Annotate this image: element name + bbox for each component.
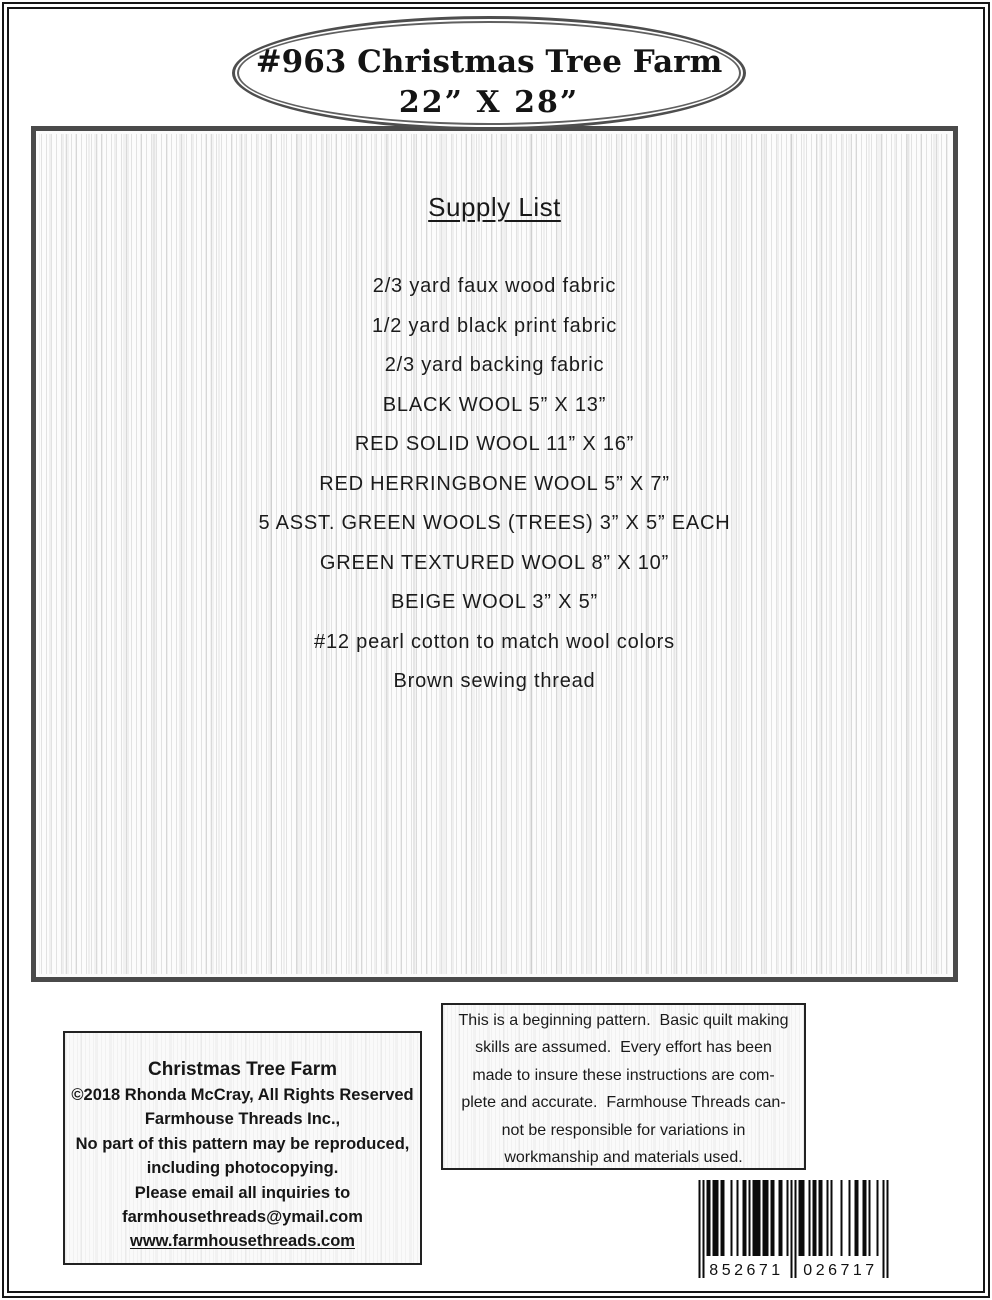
- supply-item: 1/2 yard black print fabric: [371, 314, 618, 337]
- disclaimer-box: [441, 1003, 806, 1170]
- supply-item: 2/3 yard backing fabric: [384, 354, 605, 376]
- supply-item: BEIGE WOOL 3” X 5”: [390, 591, 599, 613]
- supply-item: Brown sewing thread: [393, 670, 596, 692]
- supply-list-heading: Supply List: [428, 192, 561, 222]
- supply-item: RED SOLID WOOL 11” X 16”: [354, 433, 635, 455]
- disclaimer-line: This is a beginning pattern. Basic quilt making: [458, 1012, 789, 1029]
- supply-item: 2/3 yard faux wood fabric: [372, 275, 617, 297]
- upc-barcode: [697, 1180, 890, 1278]
- copyright-line: ©2018 Rhonda McCray, All Rights Reserved: [71, 1086, 414, 1104]
- disclaimer-line: plete and accurate. Farmhouse Threads can-: [461, 1094, 786, 1112]
- copyright-email: farmhousethreads@ymail.com: [122, 1208, 363, 1227]
- title-oval: [232, 16, 746, 130]
- copyright-line: Farmhouse Threads Inc.,: [144, 1110, 341, 1129]
- pattern-number-title: #963 Christmas Tree Farm: [255, 44, 723, 80]
- supply-item: 5 ASST. GREEN WOOLS (TREES) 3” X 5” EACH: [258, 512, 731, 534]
- copyright-line: No part of this pattern may be reproduced,: [75, 1134, 410, 1153]
- supply-item: GREEN TEXTURED WOOL 8” X 10”: [319, 551, 670, 574]
- disclaimer-line: workmanship and materials used.: [504, 1149, 743, 1167]
- disclaimer-line: skills are assumed. Every effort has been: [475, 1039, 772, 1057]
- title-oval-text: [235, 19, 743, 127]
- copyright-box: [63, 1031, 422, 1265]
- disclaimer-line: made to insure these instructions are com-: [472, 1066, 775, 1084]
- supply-list-box: [31, 126, 958, 982]
- supply-list: [36, 267, 953, 702]
- copyright-line: Please email all inquiries to: [134, 1183, 351, 1202]
- supply-item: RED HERRINGBONE WOOL 5” X 7”: [319, 472, 670, 495]
- upc-barcode-bars: [697, 1180, 890, 1278]
- supply-list-striped-background: [36, 131, 953, 977]
- supply-item: #12 pearl cotton to match wool colors: [314, 630, 675, 653]
- disclaimer-line: not be responsible for variations in: [501, 1121, 746, 1139]
- supply-item: BLACK WOOL 5” X 13”: [382, 393, 607, 416]
- copyright-website: www.farmhousethreads.com: [130, 1232, 355, 1251]
- copyright-line: including photocopying.: [146, 1159, 339, 1178]
- copyright-title: Christmas Tree Farm: [147, 1059, 338, 1080]
- barcode-left-digits: 852671: [709, 1262, 784, 1278]
- pattern-dimensions: 22” X 28”: [398, 85, 580, 120]
- barcode-right-digits: 026717: [803, 1262, 878, 1278]
